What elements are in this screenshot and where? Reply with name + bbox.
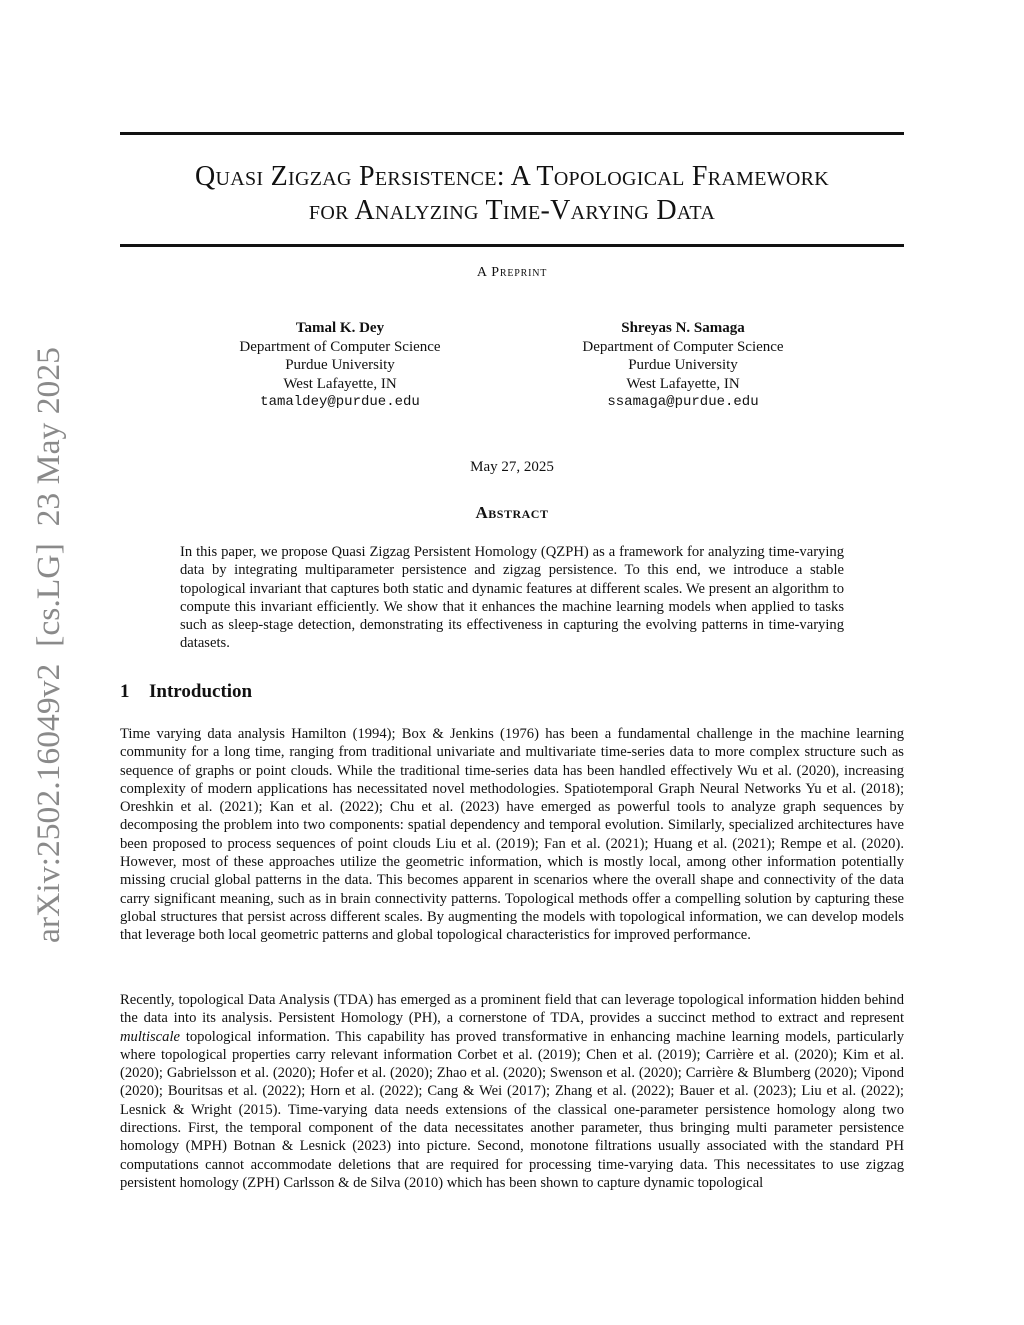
author-block-1: [190, 319, 490, 412]
abstract-heading: Abstract: [475, 503, 549, 522]
author-location: West Lafayette, IN: [626, 375, 740, 392]
author-location: West Lafayette, IN: [283, 375, 397, 392]
emphasized-term: multiscale: [120, 1028, 180, 1045]
author-department: Department of Computer Science: [239, 338, 441, 355]
preprint-label: A Preprint: [476, 265, 548, 280]
arxiv-identifier-stamp: [28, 345, 68, 945]
paper-title-line-1: Quasi Zigzag Persistence: A Topological Framework: [194, 161, 830, 192]
arxiv-identifier-text: arXiv:2502.16049v2 [cs.LG] 23 May 2025: [31, 358, 67, 943]
paragraph-text: Recently, topological Data Analysis (TDA) has emerged as a prominent field that can leverage topological information hidden behind the data into its analysis. Persistent Homology (PH), a cornerstone of TDA, provides a succinct method to extract and represent: [120, 992, 904, 1027]
author-email[interactable]: tamaldey@purdue.edu: [260, 394, 420, 410]
section-heading-introduction: [120, 681, 252, 703]
abstract-text: In this paper, we propose Quasi Zigzag Persistent Homology (QZPH) as a framework for analyzing time-varying data by integrating multiparameter persistence and zigzag persistence. To this end, we introduce a stable topological invariant that captures both static and dynamic features at different scales. We present an algorithm to compute this invariant efficiently. We show that it enhances the machine learning models when applied to tasks such as sleep-stage detection, demonstrating its effectiveness in capturing the evolving patterns in time-varying datasets.: [180, 544, 844, 652]
intro-paragraph-1: Time varying data analysis Hamilton (1994); Box & Jenkins (1976) has been a fundamental challenge in the machine learning community for a long time, ranging from traditional univariate and multivariate time-series data to more complex structure such as sequence of graphs or point clouds. While the traditional time-series data has been handled effectively Wu et al. (2020), increasing complexity of modern applications has necessitated novel methodologies. Spatiotemporal Graph Neural Networks Yu et al. (2018); Oreshkin et al. (2021); Kan et al. (2022); Chu et al. (2023) have emerged as powerful tools to analyze graph sequences by decomposing the problem into two components: spatial dependency and temporal evolution. Similarly, specialized architectures have been proposed to process sequences of point clouds Liu et al. (2019); Fan et al. (2021); Huang et al. (2021); Rempe et al. (2020). However, most of these approaches utilize the geometric information, which is mostly local, among other information potentially missing crucial global patterns in the data. This becomes apparent in scenarios where the overall shape and connectivity of the data carry significant meaning, such as in brain connectivity patterns. Topological methods offer a compelling solution by capturing these global structures that persist across different scales. By augmenting the models with topological information, we can develop models that leverage both local geometric patterns and global topological characteristics for improved performance.: [120, 726, 904, 944]
author-name: Tamal K. Dey: [295, 320, 385, 336]
title-bottom-rule: [120, 244, 904, 247]
paragraph-text: topological information. This capability has proved transformative in enhancing machine learning models, particularly where topological properties carry relevant information Corbet et al. (2019); Chen et al. (2019); Carrière et al. (2020); Kim et al. (2020); Gabrielsson et al. (2020); Hofer et al. (2020); Zhao et al. (2020); Swenson et al. (2020); Carrière & Blumberg (2020); Vipond (2020); Bouritsas et al. (2022); Horn et al. (2022); Cang & Wei (2017); Zhang et al. (2022); Bauer et al. (2023); Liu et al. (2022); Lesnick & Wright (2015). Time-varying data needs extensions of the classical one-parameter persistence homology along two directions. First, the temporal component of the data necessitates another parameter, thus bringing multi parameter persistence homology (MPH) Botnan & Lesnick (2023) into picture. Second, monotone filtrations usually associated with the standard PH computations cannot accommodate deletions that are required for processing time-varying data. This necessitates to use zigzag persistent homology (ZPH) Carlsson & de Silva (2010) which has been shown to capture dynamic topological: [120, 1028, 904, 1191]
author-block-2: [533, 319, 833, 412]
title-top-rule: [120, 132, 904, 135]
paper-title-line-2: for Analyzing Time-Varying Data: [308, 195, 716, 226]
author-email[interactable]: ssamaga@purdue.edu: [607, 394, 759, 410]
author-university: Purdue University: [285, 357, 395, 373]
section-title: Introduction: [149, 681, 253, 702]
paper-title: [120, 160, 904, 228]
author-name: Shreyas N. Samaga: [621, 320, 745, 336]
section-number: 1: [120, 681, 130, 702]
author-department: Department of Computer Science: [582, 338, 784, 355]
publication-date: May 27, 2025: [470, 459, 554, 475]
author-university: Purdue University: [628, 357, 738, 373]
intro-paragraph-2: [120, 991, 904, 1192]
